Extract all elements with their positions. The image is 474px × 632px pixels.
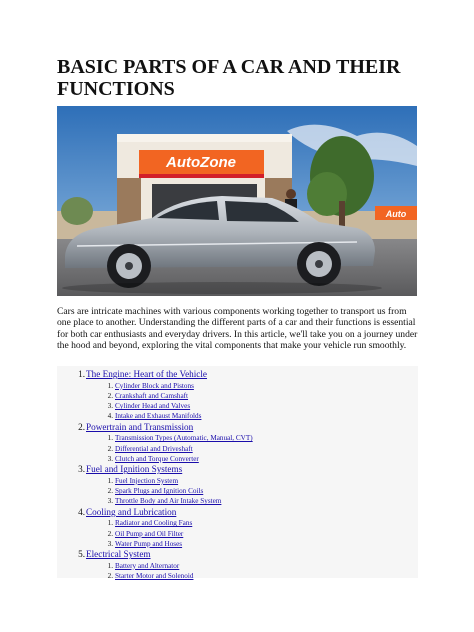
- toc-subsection-number: 2.: [107, 529, 113, 538]
- toc-subsection-link[interactable]: Cylinder Head and Valves: [115, 402, 191, 411]
- toc-subsection-link[interactable]: Crankshaft and Camshaft: [115, 391, 189, 400]
- toc-subsection-number: 2.: [107, 444, 113, 453]
- toc-subsection-number: 1.: [107, 381, 113, 390]
- table-of-contents: [57, 366, 418, 581]
- toc-subsection-link[interactable]: Spark Plugs and Ignition Coils: [115, 487, 204, 496]
- store-sign-text: AutoZone: [166, 154, 236, 171]
- toc-subsection-number: 2.: [107, 572, 113, 581]
- toc-section-number: 1.: [78, 369, 85, 379]
- toc-subsection-number: 3.: [107, 539, 113, 548]
- document-title: BASIC PARTS OF A CAR AND THEIR FUNCTIONS: [57, 56, 401, 100]
- toc-subsection-link[interactable]: Cylinder Block and Pistons: [115, 381, 194, 390]
- hero-image: [57, 106, 417, 296]
- toc-subsection-number: 3.: [107, 497, 113, 506]
- toc-subsection-link[interactable]: Differential and Driveshaft: [115, 444, 193, 453]
- toc-section-link[interactable]: Cooling and Lubrication: [86, 506, 177, 517]
- toc-subsection-link[interactable]: Fuel Injection System: [115, 476, 179, 485]
- toc-subsection-number: 1.: [107, 434, 113, 443]
- toc-subsection-link[interactable]: Radiator and Cooling Fans: [115, 519, 193, 528]
- toc-section-number: 4.: [78, 506, 85, 517]
- toc-subsection-number: 1.: [107, 561, 113, 570]
- toc-subsection-number: 2.: [107, 487, 113, 496]
- toc-subsection-number: 1.: [107, 519, 113, 528]
- toc-subsection-link[interactable]: Throttle Body and Air Intake System: [115, 497, 222, 506]
- toc-section-number: 3.: [78, 464, 85, 475]
- car-photo: [57, 106, 417, 296]
- toc-subsection-link[interactable]: Transmission Types (Automatic, Manual, CVT): [115, 434, 253, 443]
- toc-subsection-link[interactable]: Intake and Exhaust Manifolds: [115, 412, 202, 421]
- toc-section-number: 2.: [78, 421, 85, 432]
- toc-subsection-number: 3.: [107, 454, 113, 463]
- toc-subsection-number: 2.: [107, 391, 113, 400]
- intro-paragraph: Cars are intricate machines with various components working together to transport us from one place to another. Understanding the different parts of a car and their functions is essential for both car enthusiasts and everyday drivers. In this article, we'll take you on a journey under the hood and beyond, exploring the vital components that make your vehicle run smoothly.: [57, 306, 418, 352]
- toc-section-number: 5.: [78, 549, 85, 560]
- toc-subsection-number: 4.: [107, 412, 113, 421]
- toc-subsection-number: 3.: [107, 402, 113, 411]
- toc-section-link[interactable]: Electrical System: [86, 549, 151, 560]
- toc-subsection-number: 1.: [107, 476, 113, 485]
- toc-subsection-link[interactable]: Clutch and Torque Converter: [115, 454, 199, 463]
- toc-subsection-link[interactable]: Starter Motor and Solenoid: [115, 572, 194, 581]
- side-sign-text: Auto: [385, 209, 407, 219]
- toc-section-link[interactable]: Fuel and Ignition Systems: [86, 464, 183, 475]
- toc-subsection-link[interactable]: Oil Pump and Oil Filter: [115, 529, 184, 538]
- toc-subsection-link[interactable]: Battery and Alternator: [115, 561, 180, 570]
- toc-section-link[interactable]: The Engine: Heart of the Vehicle: [86, 369, 208, 379]
- toc-section-link[interactable]: Powertrain and Transmission: [86, 421, 194, 432]
- toc-subsection-link[interactable]: Water Pump and Hoses: [115, 539, 183, 548]
